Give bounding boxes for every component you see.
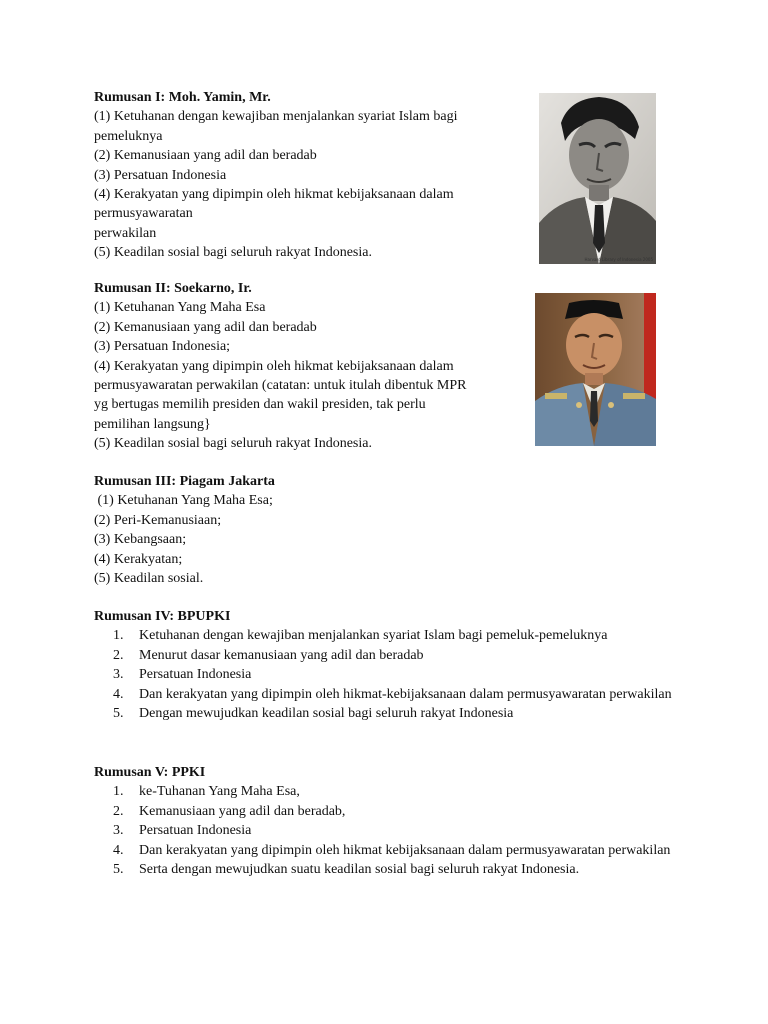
list-number: 1. <box>113 784 124 800</box>
list-item-text: Dan kerakyatan yang dipimpin oleh hikmat-kebijaksanaan dalam permusyawaratan perwakilan <box>139 686 672 702</box>
list-item <box>94 665 679 684</box>
list-item <box>94 782 679 801</box>
list-item <box>94 802 679 821</box>
text-line: permusyawaratan perwakilan (catatan: untuk itulah dibentuk MPR <box>94 378 467 394</box>
text-line: (1) Ketuhanan Yang Maha Esa <box>94 300 266 316</box>
text-line: (2) Peri-Kemanusiaan; <box>94 512 222 528</box>
text-line: permusyawaratan <box>94 206 193 222</box>
text-line: pemeluknya <box>94 128 163 144</box>
portrait-photo-yamin <box>539 93 656 264</box>
text-line: (1) Ketuhanan Yang Maha Esa; <box>94 493 273 509</box>
section-rumusan-4 <box>94 607 679 723</box>
list-item <box>94 626 679 645</box>
list-number: 5. <box>113 862 124 878</box>
list-number: 3. <box>113 667 124 683</box>
numbered-list <box>94 626 679 723</box>
list-number: 1. <box>113 628 124 644</box>
list-number: 2. <box>113 803 124 819</box>
portrait-yamin-image <box>539 93 656 264</box>
list-number: 5. <box>113 706 124 722</box>
list-item-text: Persatuan Indonesia <box>139 667 252 683</box>
section-heading: Rumusan I: Moh. Yamin, Mr. <box>94 90 271 105</box>
list-number: 2. <box>113 647 124 663</box>
section-rumusan-5 <box>94 763 679 879</box>
list-item-text: Menurut dasar kemanusiaan yang adil dan beradab <box>139 647 424 663</box>
list-item <box>94 841 679 860</box>
photo-caption: Harvard Library of Indonesia 2005 <box>584 257 653 262</box>
text-line: (4) Kerakyatan yang dipimpin oleh hikmat kebijaksanaan dalam <box>94 187 454 203</box>
text-line: (3) Kebangsaan; <box>94 532 187 548</box>
section-heading: Rumusan III: Piagam Jakarta <box>94 474 275 489</box>
text-line: (5) Keadilan sosial bagi seluruh rakyat Indonesia. <box>94 436 372 452</box>
list-item-text: Kemanusiaan yang adil dan beradab, <box>139 803 346 819</box>
list-item-text: Persatuan Indonesia <box>139 823 252 839</box>
text-line: yg bertugas memilih presiden dan wakil presiden, tak perlu <box>94 397 426 413</box>
section-rumusan-1 <box>94 88 457 263</box>
text-line: (2) Kemanusiaan yang adil dan beradab <box>94 148 317 164</box>
text-line: (3) Persatuan Indonesia <box>94 167 227 183</box>
list-item <box>94 860 679 879</box>
text-line: (1) Ketuhanan dengan kewajiban menjalankan syariat Islam bagi <box>94 109 458 125</box>
list-item-text: ke-Tuhanan Yang Maha Esa, <box>139 784 300 800</box>
text-line: perwakilan <box>94 225 157 241</box>
text-line: (4) Kerakyatan yang dipimpin oleh hikmat kebijaksanaan dalam <box>94 358 454 374</box>
numbered-list <box>94 782 679 879</box>
list-item-text: Ketuhanan dengan kewajiban menjalankan syariat Islam bagi pemeluk-pemeluknya <box>139 628 608 644</box>
list-item-text: Dengan mewujudkan keadilan sosial bagi seluruh rakyat Indonesia <box>139 706 514 722</box>
list-item <box>94 821 679 840</box>
section-heading: Rumusan II: Soekarno, Ir. <box>94 281 252 296</box>
list-item <box>94 704 679 723</box>
text-line: (2) Kemanusiaan yang adil dan beradab <box>94 319 317 335</box>
portrait-soekarno-image <box>535 293 656 446</box>
portrait-photo-soekarno <box>535 293 656 446</box>
section-rumusan-3 <box>94 472 275 588</box>
list-number: 3. <box>113 823 124 839</box>
list-number: 4. <box>113 686 124 702</box>
text-line: (3) Persatuan Indonesia; <box>94 339 231 355</box>
text-line: pemilihan langsung} <box>94 416 211 432</box>
text-line: (5) Keadilan sosial. <box>94 571 204 587</box>
list-item <box>94 646 679 665</box>
list-item-text: Dan kerakyatan yang dipimpin oleh hikmat kebijaksanaan dalam permusyawaratan perwakilan <box>139 842 671 858</box>
list-number: 4. <box>113 842 124 858</box>
list-item-text: Serta dengan mewujudkan suatu keadilan sosial bagi seluruh rakyat Indonesia. <box>139 862 580 878</box>
list-item <box>94 685 679 704</box>
section-heading: Rumusan IV: BPUPKI <box>94 609 231 624</box>
section-rumusan-2 <box>94 279 466 454</box>
section-heading: Rumusan V: PPKI <box>94 765 206 780</box>
text-line: (5) Keadilan sosial bagi seluruh rakyat Indonesia. <box>94 245 372 261</box>
text-line: (4) Kerakyatan; <box>94 551 183 567</box>
